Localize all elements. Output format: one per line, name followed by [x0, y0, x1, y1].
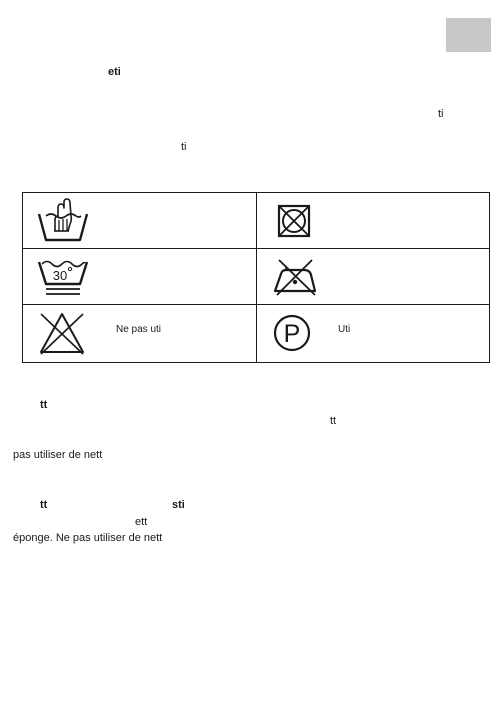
care-cell-wash-30 — [23, 249, 257, 305]
care-cell-do-not-bleach — [23, 305, 257, 362]
text-fragment: ett — [135, 516, 148, 528]
do-not-bleach-icon — [37, 310, 87, 356]
wash-temperature: 30 — [52, 268, 68, 283]
text-fragment: pas utiliser de nett — [13, 449, 103, 461]
care-cell-do-not-iron — [257, 249, 489, 305]
hand-wash-icon — [37, 198, 89, 244]
wash-30-degrees-icon — [37, 256, 89, 298]
text-fragment: ti — [181, 141, 187, 153]
do-not-tumble-dry-icon — [277, 204, 311, 238]
care-symbols-table — [22, 192, 490, 363]
text-fragment: éponge. Ne pas utiliser de nett — [13, 532, 163, 544]
professional-dry-clean-p-icon — [272, 313, 312, 353]
care-cell-hand-wash — [23, 193, 257, 249]
care-cell-do-not-tumble-dry — [257, 193, 489, 249]
care-label: Uti — [338, 324, 351, 335]
text-fragment: sti — [172, 499, 185, 511]
text-fragment: tt — [330, 415, 337, 427]
text-fragment: tt — [40, 399, 48, 411]
dry-clean-letter: P — [283, 320, 301, 348]
care-label: Ne pas uti — [116, 324, 162, 335]
page-tab-marker — [446, 18, 491, 52]
text-fragment: ti — [438, 108, 444, 120]
text-fragment: tt — [40, 499, 48, 511]
care-cell-professional-clean — [257, 305, 489, 362]
text-fragment: eti — [108, 66, 121, 78]
do-not-iron-icon — [272, 257, 318, 297]
